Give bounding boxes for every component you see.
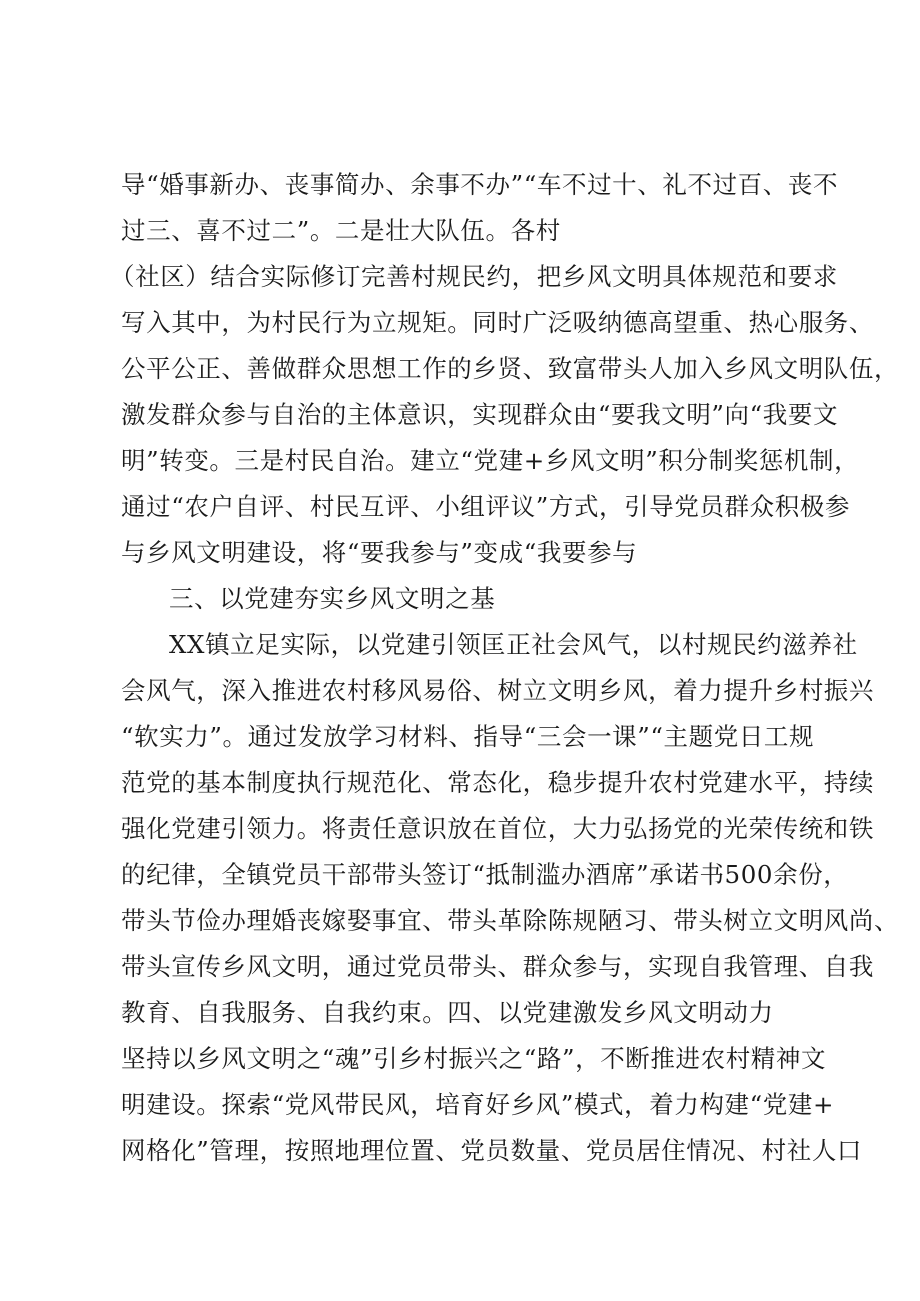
body-text-line: 的纪律，全镇党员干部带头签订“抵制滥办酒席”承诺书500余份， <box>121 860 849 889</box>
body-text-line: 写入其中，为村民行为立规矩。同时广泛吸纳德高望重、热心服务、 <box>121 308 874 337</box>
body-text-line: 范党的基本制度执行规范化、常态化，稳步提升农村党建水平，持续 <box>121 768 874 797</box>
body-text-line: 强化党建引领力。将责任意识放在首位，大力弘扬党的光荣传统和铁 <box>121 814 874 843</box>
body-text-line: 明建设。探索“党风带民风，培育好乡风”模式，着力构建“党建+ <box>121 1090 835 1119</box>
body-text-line: “软实力”。通过发放学习材料、指导“三会一课”“主题党日工规 <box>121 722 815 751</box>
body-text-line: 激发群众参与自治的主体意识，实现群众由“要我文明”向“我要文 <box>121 400 839 429</box>
body-text-line: （社区）结合实际修订完善村规民约，把乡风文明具体规范和要求 <box>110 262 838 291</box>
body-text-line: 会风气，深入推进农村移风易俗、树立文明乡风，着力提升乡村振兴 <box>121 676 874 705</box>
body-text-line: 过三、喜不过二”。二是壮大队伍。各村 <box>121 216 561 245</box>
body-text-line: 通过“农户自评、村民互评、小组评议”方式，引导党员群众积极参 <box>121 492 851 521</box>
body-text-line: 明”转变。三是村民自治。建立“党建+乡风文明”积分制奖惩机制， <box>121 446 860 475</box>
body-text-line: 带头宣传乡风文明，通过党员带头、群众参与，实现自我管理、自我 <box>121 952 874 981</box>
body-text-line: 与乡风文明建设，将“要我参与”变成“我要参与 <box>121 538 638 567</box>
body-text-line: 教育、自我服务、自我约束。四、以党建激发乡风文明动力 <box>121 998 774 1027</box>
body-text-line: 坚持以乡风文明之“魂”引乡村振兴之“路”，不断推进农村精神文 <box>121 1044 827 1073</box>
body-text-line: XX镇立足实际，以党建引领匡正社会风气，以村规民约滋养社 <box>169 630 858 659</box>
body-text-line: 带头节俭办理婚丧嫁娶事宜、带头革除陈规陋习、带头树立文明风尚、 <box>121 906 900 935</box>
body-text-line: 公平公正、善做群众思想工作的乡贤、致富带头人加入乡风文明队伍， <box>121 354 900 383</box>
body-text-line: 网格化”管理，按照地理位置、党员数量、党员居住情况、村社人口 <box>121 1136 863 1165</box>
section-heading: 三、以党建夯实乡风文明之基 <box>169 584 496 613</box>
body-text-line: 导“婚事新办、丧事简办、余事不办”“车不过十、礼不过百、丧不 <box>121 170 839 199</box>
